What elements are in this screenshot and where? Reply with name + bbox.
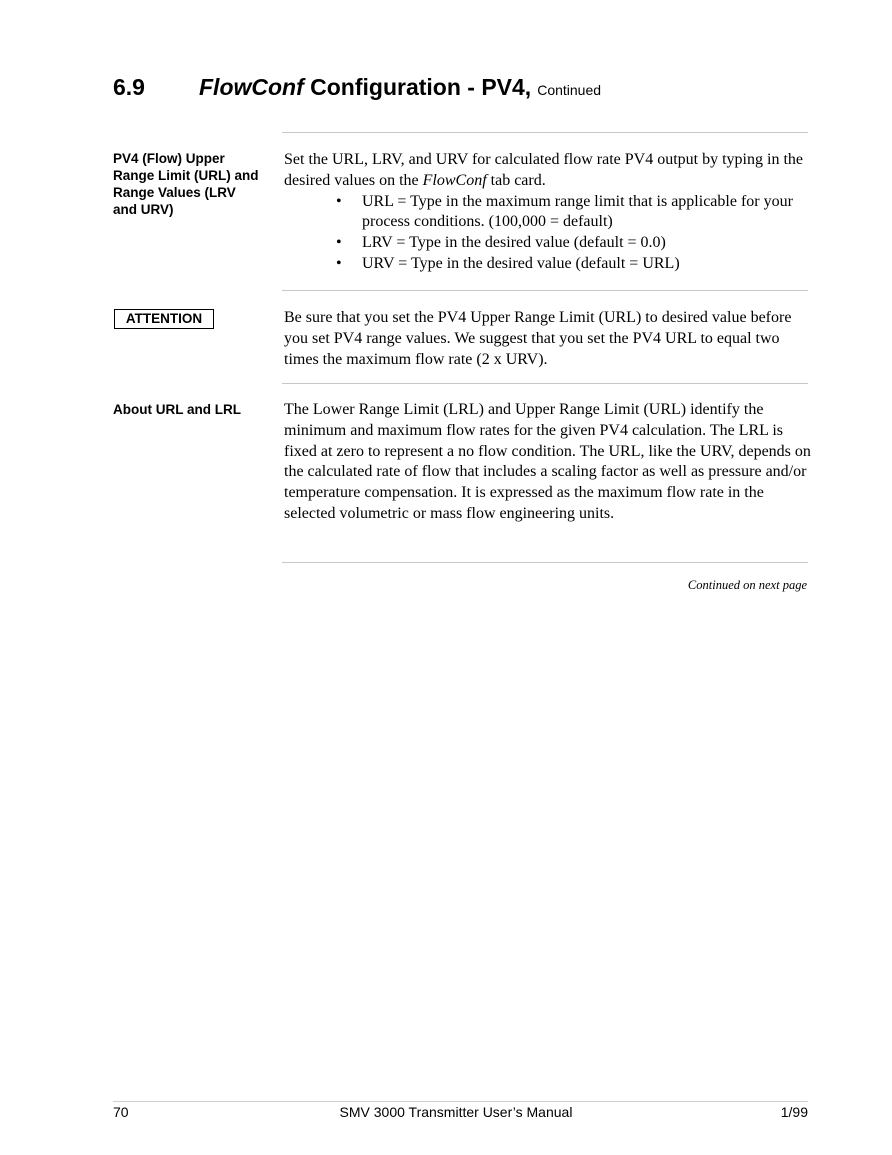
divider-2	[282, 383, 808, 384]
continued-next-page: Continued on next page	[687, 578, 807, 592]
side-head-range-limit: PV4 (Flow) Upper Range Limit (URL) and Range Values (LRV and URV)	[113, 151, 259, 217]
heading-title-italic: FlowConf	[199, 74, 304, 100]
footer-divider	[113, 1101, 808, 1102]
about-text: The Lower Range Limit (LRL) and Upper Range Limit (URL) identify the minimum and maximum flow rates for the given PV4 calculation. The LRL is fixed at zero to represent a no flow condition. The URL, like the URV, depends on the calculated rate of flow that includes a scaling factor as well as pressure and/or temperature compensation. It is expressed as the maximum flow rate in the selected volumetric or mass flow engineering units.	[284, 401, 811, 522]
heading-title: Configuration - PV4,	[310, 74, 532, 100]
page-heading	[113, 74, 601, 101]
divider-3	[282, 562, 808, 563]
range-limit-body	[284, 150, 812, 275]
attention-text: Be sure that you set the PV4 Upper Range Limit (URL) to desired value before you set PV4 range values. We suggest that you set the PV4 URL to equal two times the maximum flow rate (2 x URV).	[284, 309, 792, 368]
bullet-urv: • URV = Type in the desired value (default = URL)	[336, 254, 812, 275]
range-limit-intro-italic: FlowConf	[422, 171, 487, 189]
section-number: 6.9	[113, 74, 145, 100]
range-limit-bullet-list	[284, 192, 812, 275]
attention-label: ATTENTION	[114, 309, 214, 329]
attention-body	[284, 308, 812, 370]
range-limit-intro-before: Set the URL, LRV, and URV for calculated flow rate PV4 output by typing in the desired values on the	[284, 151, 803, 189]
bullet-lrv: • LRV = Type in the desired value (default = 0.0)	[336, 233, 812, 254]
footer-manual-title: SMV 3000 Transmitter User’s Manual	[339, 1104, 573, 1120]
heading-continued: Continued	[537, 82, 602, 98]
range-limit-intro	[284, 150, 812, 192]
divider-top	[282, 132, 808, 133]
side-head-about: About URL and LRL	[113, 402, 241, 417]
footer-page-number: 70	[113, 1104, 129, 1120]
footer-date: 1/99	[780, 1104, 808, 1120]
bullet-url: • URL = Type in the maximum range limit that is applicable for your process conditions. (100,000 = default)	[336, 192, 812, 234]
about-body	[284, 400, 812, 525]
range-limit-intro-after: tab card.	[486, 171, 546, 189]
divider-1	[282, 290, 808, 291]
